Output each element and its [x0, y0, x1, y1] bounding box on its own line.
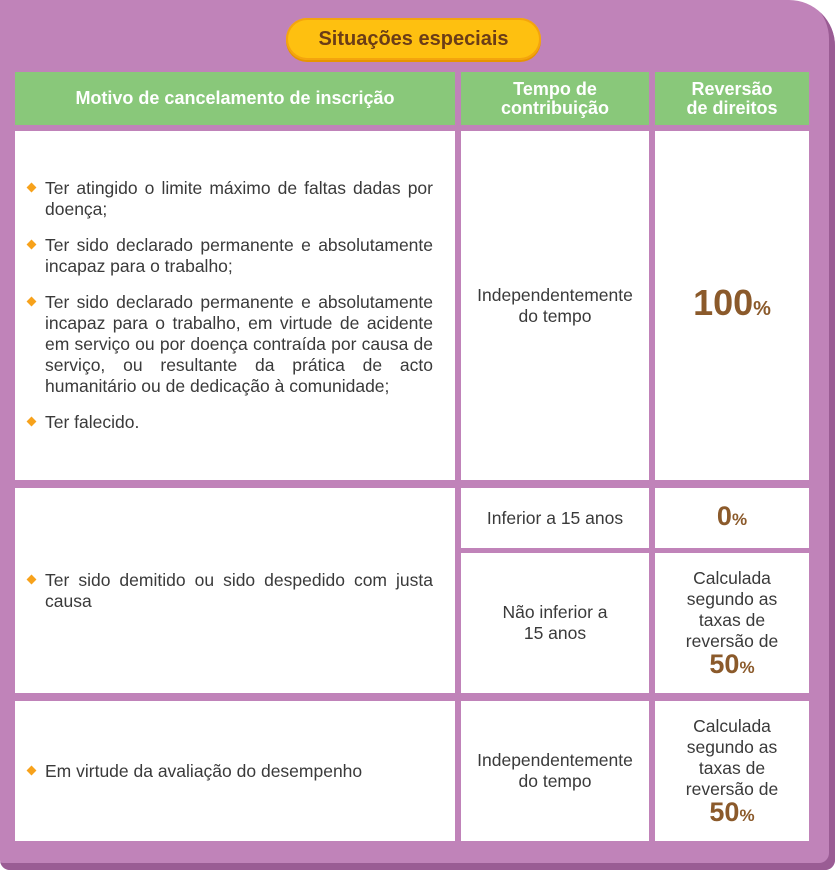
- diamond-bullet-icon: [27, 240, 37, 250]
- reason-text: Ter sido declarado permanente e absolutamente incapaz para o trabalho;: [45, 235, 433, 276]
- list-item: [45, 178, 433, 220]
- row3-reversion-content: [686, 716, 778, 826]
- reversion-description: Calculada segundo as taxas de reversão de: [685, 568, 779, 651]
- reversion-percent: [686, 797, 778, 827]
- reason-text: Ter atingido o limite máximo de faltas dadas por doença;: [45, 178, 433, 219]
- reason-text: Ter falecido.: [45, 412, 140, 432]
- row1-time: [461, 131, 649, 480]
- list-item: [45, 412, 433, 433]
- row2b-time: [461, 553, 649, 693]
- header-contribution-time: [461, 72, 649, 125]
- diamond-bullet-icon: [27, 183, 37, 193]
- reason-text: Ter sido declarado permanente e absolutamente incapaz para o trabalho, em virtude de acidente em serviço ou por doença contraída por causa de serviço, ou resultante da prática de acto humanitário ou de dedicação à comunidade;: [45, 292, 433, 396]
- percent-sign: %: [739, 806, 755, 825]
- list-item: [45, 570, 433, 612]
- percent-value: 50: [709, 649, 740, 679]
- percent-sign: %: [753, 297, 771, 320]
- row3-reversion: [655, 701, 809, 841]
- row3-time-text: Independentemente do tempo: [477, 750, 633, 791]
- header-rights-reversion-label: Reversão de direitos: [686, 78, 778, 118]
- row1-reasons: [15, 131, 455, 480]
- row1-reversion-percent: [693, 281, 771, 323]
- row3-reason-list: [45, 761, 433, 782]
- diamond-bullet-icon: [27, 417, 37, 427]
- list-item: [45, 235, 433, 277]
- row3-time: [461, 701, 649, 841]
- percent-value: 50: [709, 797, 740, 827]
- percent-sign: %: [731, 510, 748, 529]
- percent-value: 0: [716, 501, 732, 531]
- reason-text: Em virtude da avaliação do desempenho: [45, 760, 363, 781]
- row1-time-text: Independentemente do tempo: [477, 284, 633, 326]
- percent-value: 100: [693, 281, 754, 323]
- header-contribution-time-label: Tempo de contribuição: [500, 78, 609, 118]
- reason-text: Ter sido demitido ou sido despedido com justa causa: [45, 569, 433, 611]
- row2b-time-text: Não inferior a 15 anos: [502, 602, 608, 643]
- section-title-badge: Situações especiais: [286, 18, 541, 60]
- row2a-time-text: Inferior a 15 anos: [486, 507, 624, 528]
- header-reason: [15, 72, 455, 125]
- row2a-reversion-percent: [716, 501, 748, 531]
- row2-reasons: [15, 488, 455, 693]
- row3-reasons: [15, 701, 455, 841]
- diamond-bullet-icon: [27, 574, 37, 584]
- list-item: [45, 292, 433, 397]
- row1-reason-list: [45, 178, 433, 433]
- header-reason-label: Motivo de cancelamento de inscrição: [75, 88, 395, 108]
- diamond-bullet-icon: [27, 297, 37, 307]
- reversion-description: Calculada segundo as taxas de reversão de: [685, 716, 779, 799]
- row2b-reversion: [655, 553, 809, 693]
- diamond-bullet-icon: [27, 765, 37, 775]
- row2a-reversion: [655, 488, 809, 548]
- percent-sign: %: [739, 658, 755, 677]
- header-rights-reversion: [655, 72, 809, 125]
- row2a-time: [461, 488, 649, 548]
- list-item: [45, 761, 433, 782]
- row2b-reversion-content: [686, 568, 778, 678]
- row1-reversion: [655, 131, 809, 480]
- row2-reason-list: [45, 570, 433, 612]
- reversion-percent: [686, 649, 778, 679]
